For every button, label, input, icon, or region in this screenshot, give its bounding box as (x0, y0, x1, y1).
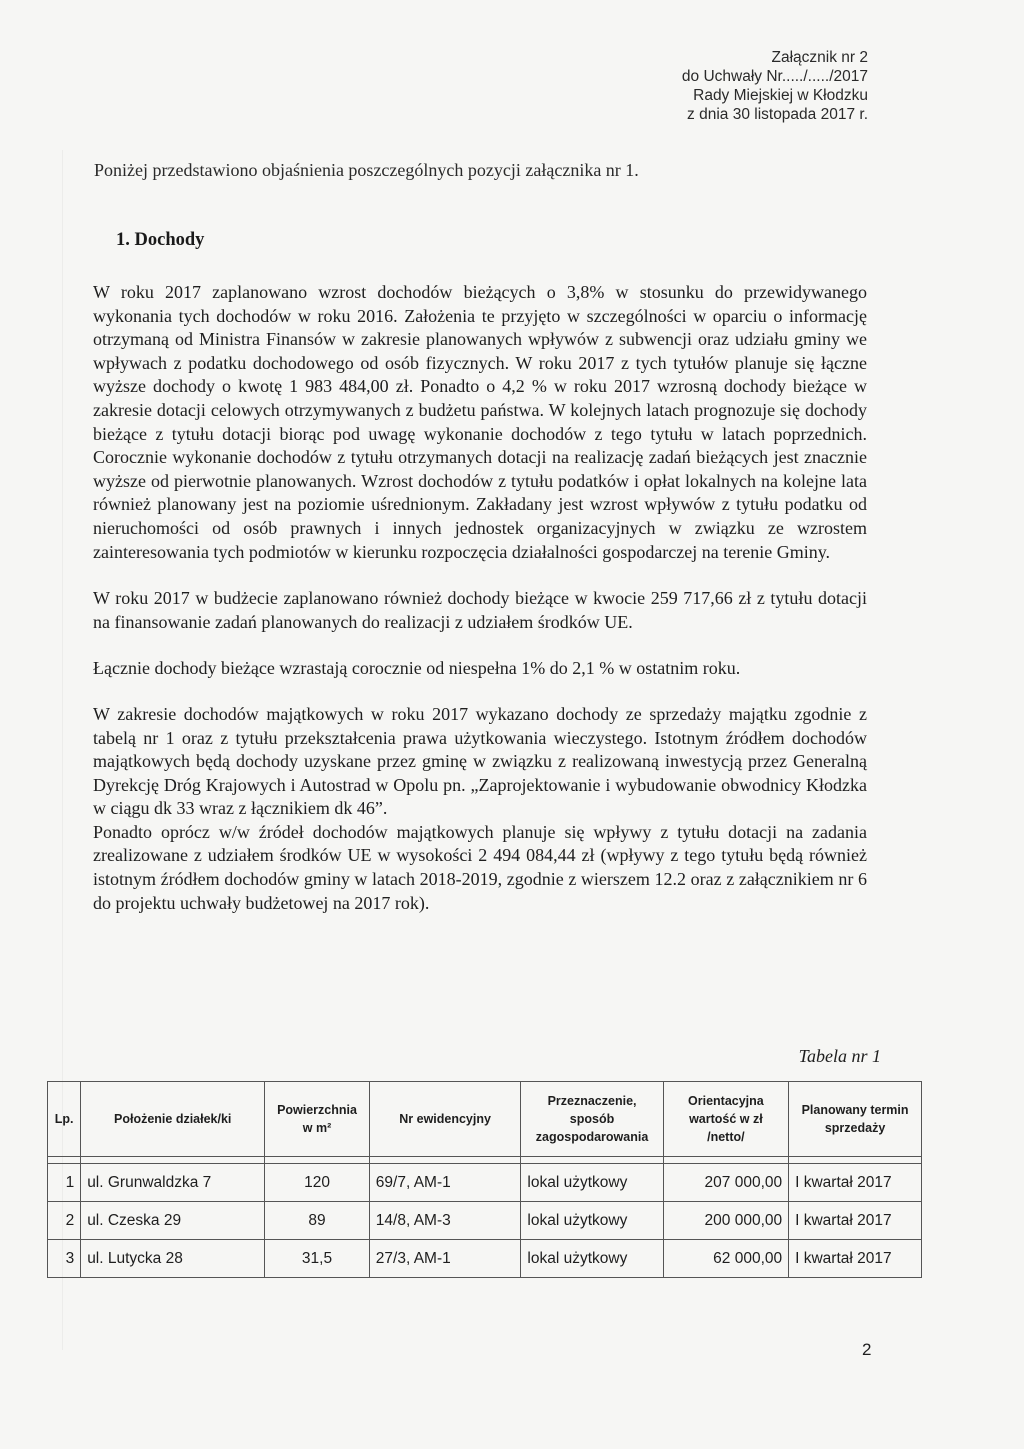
cell-sale-date: I kwartał 2017 (789, 1240, 922, 1278)
table-row (48, 1240, 922, 1278)
document-body (93, 281, 867, 915)
header-purpose: Przeznaczenie, sposób zagospodarowania (521, 1082, 663, 1157)
header-location: Położenie działek/ki (81, 1082, 265, 1157)
cell-location: ul. Czeska 29 (81, 1202, 265, 1240)
paragraph-property-income: W zakresie dochodów majątkowych w roku 2017 wykazano dochody ze sprzedaży majątku zgodnie z tabelą nr 1 oraz z tytułu przekształcenia prawa użytkowania wieczystego. Istotnym źródłem dochodów majątkowych będą dochody uzyskane przez gminę w związku z realizowaną inwestycją przez Generalną Dyrekcję Dróg Krajowych i Autostrad w Opolu pn. „Zaprojektowanie i wybudowanie obwodnicy Kłodzka w ciągu dk 33 wraz z łącznikiem dk 46”. (93, 703, 867, 819)
cell-area: 89 (265, 1202, 370, 1240)
cell-value: 62 000,00 (663, 1240, 788, 1278)
cell-sale-date: I kwartał 2017 (789, 1164, 922, 1202)
table-row (48, 1164, 922, 1202)
cell-parcel-number: 27/3, AM-1 (369, 1240, 521, 1278)
table-spacer (48, 1157, 922, 1164)
table-caption: Tabela nr 1 (798, 1046, 881, 1066)
cell-parcel-number: 14/8, AM-3 (369, 1202, 521, 1240)
paragraph-eu-grants: W roku 2017 w budżecie zaplanowano również dochody bieżące w kwocie 259 717,66 zł z tytułu dotacji na finansowanie zadań planowanych do realizacji z udziałem środków UE. (93, 588, 867, 632)
paragraph-current-income: W roku 2017 zaplanowano wzrost dochodów bieżących o 3,8% w stosunku do przewidywanego wykonania tych dochodów w roku 2016. Założenia te przyjęto w szczególności w oparciu o informację otrzymaną od Ministra Finansów w zakresie planowanych wpływów z subwencji oraz udziału gminy we wpływach z podatku dochodowego od osób fizycznych. W roku 2017 z tych tytułów planuje się łączne wyższe dochody o kwotę 1 983 484,00 zł. Ponadto o 4,2 % w roku 2017 wzrosną dochody bieżące w zakresie dotacji celowych otrzymywanych z budżetu państwa. W kolejnych latach prognozuje się dochody bieżące z tytułu dotacji biorąc pod uwagę wykonanie dochodów z tego tytułu w latach poprzednich. Corocznie wykonanie dochodów z tytułu otrzymanych dotacji na realizację zadań bieżących jest znacznie wyższe od pierwotnie planowanych. Wzrost dochodów z tytułu podatków i opłat lokalnych na kolejne lata również planowany jest na poziomie uśrednionym. Zakładany jest wzrost wpływów z tytułu podatku od nieruchomości od osób prawnych i innych jednostek organizacyjnych w związku ze wzrostem zainteresowania tych podmiotów w kierunku rozpoczęcia działalności gospodarczej na terenie Gminy. (93, 282, 867, 562)
cell-value: 207 000,00 (663, 1164, 788, 1202)
intro-sentence: Poniżej przedstawiono objaśnienia poszczególnych pozycji załącznika nr 1. (94, 160, 639, 180)
cell-parcel-number: 69/7, AM-1 (369, 1164, 521, 1202)
council-name: Rady Miejskiej w Kłodzku (693, 87, 868, 104)
cell-location: ul. Lutycka 28 (81, 1240, 265, 1278)
cell-purpose: lokal użytkowy (521, 1240, 663, 1278)
cell-purpose: lokal użytkowy (521, 1202, 663, 1240)
attachment-number: Załącznik nr 2 (771, 49, 868, 66)
header-value: Orientacyjna wartość w zł /netto/ (663, 1082, 788, 1157)
cell-area: 120 (265, 1164, 370, 1202)
page-number: 2 (862, 1340, 872, 1359)
section-title: 1. Dochody (116, 230, 205, 250)
cell-purpose: lokal użytkowy (521, 1164, 663, 1202)
table-row (48, 1202, 922, 1240)
paragraph-growth-summary: Łącznie dochody bieżące wzrastają corocznie od niespełna 1% do 2,1 % w ostatnim roku. (93, 658, 741, 679)
resolution-date: z dnia 30 listopada 2017 r. (687, 106, 868, 123)
property-sale-table (47, 1081, 922, 1278)
table-header-row (48, 1082, 922, 1157)
cell-lp: 2 (48, 1202, 81, 1240)
cell-sale-date: I kwartał 2017 (789, 1202, 922, 1240)
header-area (265, 1082, 370, 1157)
header-area-unit: w m² (302, 1121, 332, 1135)
cell-lp: 3 (48, 1240, 81, 1278)
cell-location: ul. Grunwaldzka 7 (81, 1164, 265, 1202)
header-sale-date: Planowany termin sprzedaży (789, 1082, 922, 1157)
paragraph-eu-capital-grants: Ponadto oprócz w/w źródeł dochodów majątkowych planuje się wpływy z tytułu dotacji na zadania zrealizowane z udziałem środków UE w wysokości 2 494 084,44 zł (wpływy z tego tytułu będą również istotnym źródłem dochodów gminy w latach 2018-2019, zgodnie z wierszem 12.2 oraz z załącznikiem nr 6 do projektu uchwały budżetowej na 2017 rok). (93, 821, 867, 913)
header-area-label: Powierzchnia (277, 1103, 357, 1117)
attachment-header (682, 48, 868, 124)
cell-area: 31,5 (265, 1240, 370, 1278)
cell-value: 200 000,00 (663, 1202, 788, 1240)
header-parcel-number: Nr ewidencyjny (369, 1082, 521, 1157)
resolution-number: do Uchwały Nr...../...../2017 (681, 68, 868, 85)
cell-lp: 1 (48, 1164, 81, 1202)
header-lp: Lp. (48, 1082, 81, 1157)
